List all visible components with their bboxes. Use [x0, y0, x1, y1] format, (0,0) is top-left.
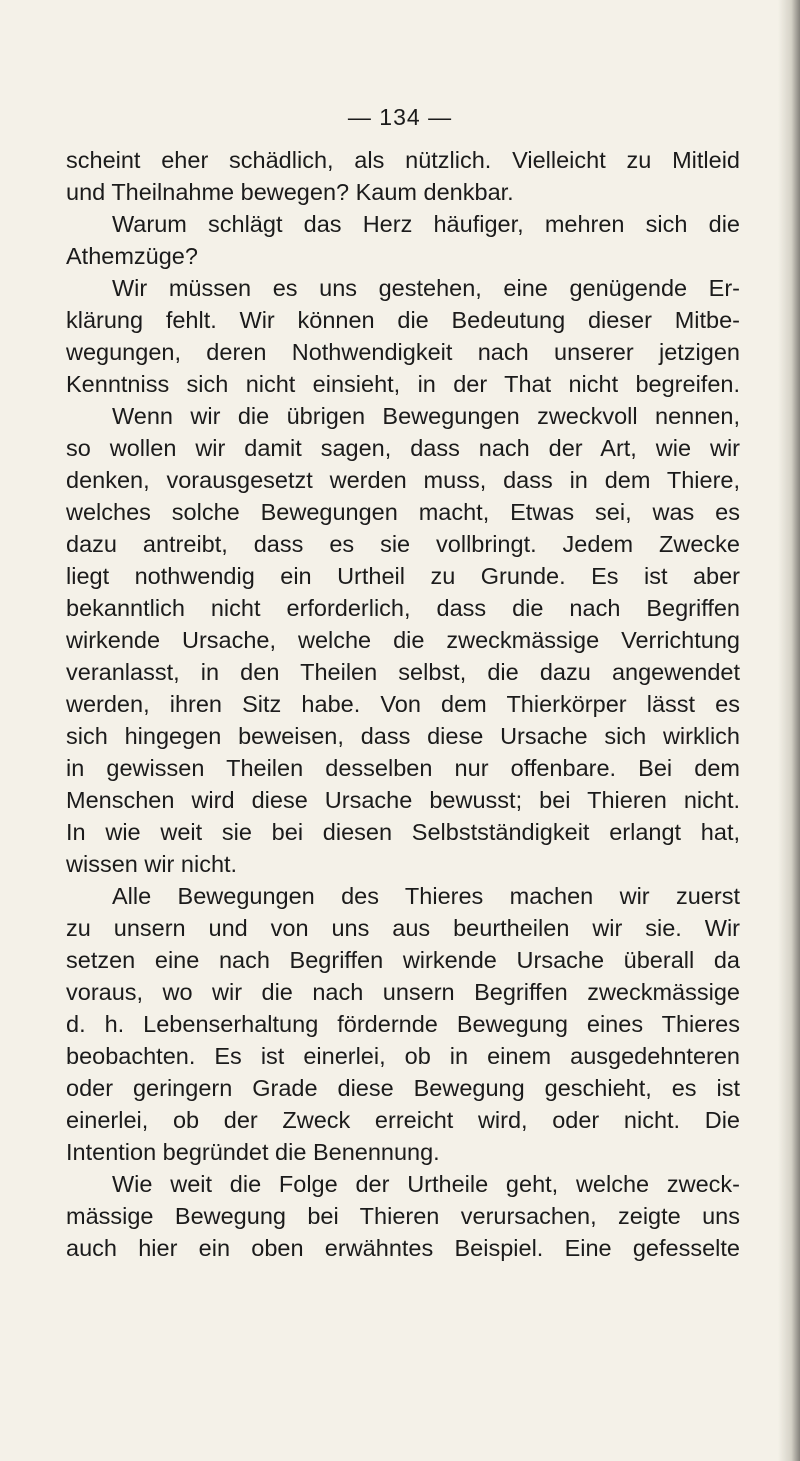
text-line: sich hingegen beweisen, dass diese Ursache sich wirklich: [66, 723, 740, 749]
text-line: zu unsern und von uns aus beurtheilen wir sie. Wir: [66, 915, 740, 941]
text-line: wissen wir nicht.: [66, 851, 238, 877]
text-line: mässige Bewegung bei Thieren verursachen, zeigte uns: [66, 1203, 740, 1229]
text-line: Warum schlägt das Herz häufiger, mehren sich die: [112, 211, 740, 237]
text-line: Intention begründet die Benennung.: [66, 1139, 440, 1165]
text-line: In wie weit sie bei diesen Selbstständigkeit erlangt hat,: [66, 819, 740, 845]
text-line: in gewissen Theilen desselben nur offenbare. Bei dem: [66, 755, 740, 781]
text-line: auch hier ein oben erwähntes Beispiel. Eine gefesselte: [66, 1235, 740, 1261]
text-line: Kenntniss sich nicht einsieht, in der That nicht begreifen.: [66, 371, 740, 397]
text-line: liegt nothwendig ein Urtheil zu Grunde. Es ist aber: [66, 563, 740, 589]
text-line: bekanntlich nicht erforderlich, dass die nach Begriffen: [66, 595, 740, 621]
text-line: setzen eine nach Begriffen wirkende Ursache überall da: [66, 947, 740, 973]
text-line: und Theilnahme bewegen? Kaum denkbar.: [66, 179, 514, 205]
text-line: beobachten. Es ist einerlei, ob in einem ausgedehnteren: [66, 1043, 740, 1069]
text-line: dazu antreibt, dass es sie vollbringt. Jedem Zwecke: [66, 531, 740, 557]
text-line: Wenn wir die übrigen Bewegungen zweckvoll nennen,: [112, 403, 740, 429]
text-line: Athemzüge?: [66, 243, 198, 269]
text-line: werden, ihren Sitz habe. Von dem Thierkörper lässt es: [66, 691, 740, 717]
text-line: Wie weit die Folge der Urtheile geht, welche zweck-: [112, 1171, 740, 1197]
text-line: klärung fehlt. Wir können die Bedeutung dieser Mitbe-: [66, 307, 740, 333]
text-line: denken, vorausgesetzt werden muss, dass in dem Thiere,: [66, 467, 740, 493]
text-line: Wir müssen es uns gestehen, eine genügende Er-: [112, 275, 740, 301]
body-text: [66, 144, 740, 1264]
text-line: einerlei, ob der Zweck erreicht wird, oder nicht. Die: [66, 1107, 740, 1133]
text-line: Menschen wird diese Ursache bewusst; bei Thieren nicht.: [66, 787, 740, 813]
text-line: wirkende Ursache, welche die zweckmässige Verrichtung: [66, 627, 740, 653]
text-line: welches solche Bewegungen macht, Etwas sei, was es: [66, 499, 740, 525]
text-line: wegungen, deren Nothwendigkeit nach unserer jetzigen: [66, 339, 740, 365]
text-line: d. h. Lebenserhaltung fördernde Bewegung eines Thieres: [66, 1011, 740, 1037]
text-line: veranlasst, in den Theilen selbst, die dazu angewendet: [66, 659, 740, 685]
page-number: — 134 —: [347, 104, 453, 130]
page-edge-shadow: [778, 0, 800, 1461]
text-line: scheint eher schädlich, als nützlich. Vielleicht zu Mitleid: [66, 147, 740, 173]
text-line: so wollen wir damit sagen, dass nach der Art, wie wir: [66, 435, 740, 461]
text-line: Alle Bewegungen des Thieres machen wir zuerst: [112, 883, 740, 909]
text-line: voraus, wo wir die nach unsern Begriffen zweckmässige: [66, 979, 740, 1005]
text-line: oder geringern Grade diese Bewegung geschieht, es ist: [66, 1075, 740, 1101]
